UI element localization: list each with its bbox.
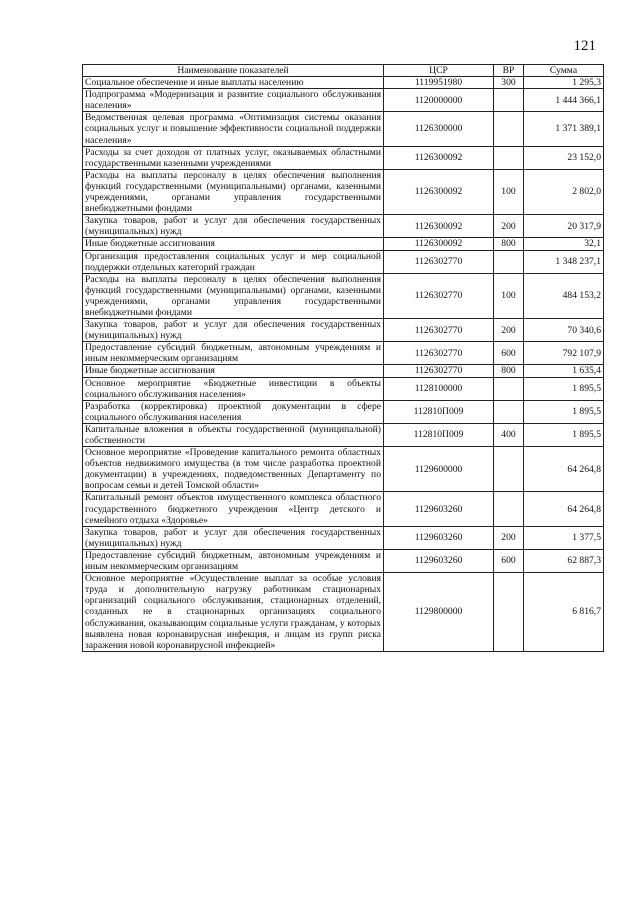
cell-csr: 1126300092 — [384, 215, 494, 238]
cell-csr: 1129603260 — [384, 549, 494, 572]
page-number: 121 — [573, 38, 596, 54]
cell-sum: 62 887,3 — [524, 549, 604, 572]
cell-vr — [494, 112, 524, 146]
cell-csr: 1129800000 — [384, 573, 494, 652]
table-row — [83, 250, 604, 273]
cell-csr: 1126302770 — [384, 273, 494, 318]
cell-vr — [494, 492, 524, 526]
cell-name: Иные бюджетные ассигнования — [83, 365, 384, 377]
cell-name: Закупка товаров, работ и услуг для обеспечения государственных (муниципальных) нужд — [83, 319, 384, 342]
cell-csr: 112810П009 — [384, 400, 494, 423]
cell-vr: 400 — [494, 423, 524, 446]
cell-sum: 1 295,3 — [524, 77, 604, 89]
cell-sum: 2 802,0 — [524, 169, 604, 214]
cell-vr: 800 — [494, 238, 524, 250]
table-row — [83, 89, 604, 112]
cell-vr: 100 — [494, 273, 524, 318]
cell-vr: 200 — [494, 319, 524, 342]
cell-name: Капитальный ремонт объектов имущественного комплекса областного государственного бюджетного учреждения «Центр детского и семейного отдыха «Здоровье» — [83, 492, 384, 526]
cell-csr: 1126300000 — [384, 112, 494, 146]
cell-sum: 1 348 237,1 — [524, 250, 604, 273]
table-row — [83, 273, 604, 318]
table-row — [83, 319, 604, 342]
cell-csr: 1128100000 — [384, 377, 494, 400]
cell-name: Социальное обеспечение и иные выплаты населению — [83, 77, 384, 89]
table-row — [83, 77, 604, 89]
cell-csr: 1126300092 — [384, 238, 494, 250]
table-row — [83, 146, 604, 169]
cell-sum: 32,1 — [524, 238, 604, 250]
table-row — [83, 365, 604, 377]
cell-csr: 1119951980 — [384, 77, 494, 89]
cell-name: Капитальные вложения в объекты государственной (муниципальной) собственности — [83, 423, 384, 446]
header-sum: Сумма — [524, 65, 604, 77]
cell-vr — [494, 250, 524, 273]
cell-sum: 1 377,5 — [524, 526, 604, 549]
cell-name: Организация предоставления социальных услуг и мер социальной поддержки отдельных категорий граждан — [83, 250, 384, 273]
cell-name: Подпрограмма «Модернизация и развитие социального обслуживания населения» — [83, 89, 384, 112]
cell-csr: 1129600000 — [384, 447, 494, 492]
header-csr: ЦСР — [384, 65, 494, 77]
cell-vr — [494, 146, 524, 169]
cell-vr: 200 — [494, 526, 524, 549]
cell-vr: 100 — [494, 169, 524, 214]
cell-name: Основное мероприятие «Проведение капитального ремонта областных объектов недвижимого имущества (в том числе разработка проектной документации) в учреждениях, подведомственных Департаменту по вопросам семьи и детей Томской области» — [83, 447, 384, 492]
table-row — [83, 377, 604, 400]
cell-sum: 70 340,6 — [524, 319, 604, 342]
cell-csr: 1126302770 — [384, 319, 494, 342]
cell-vr — [494, 573, 524, 652]
cell-csr: 1129603260 — [384, 526, 494, 549]
cell-sum: 1 895,5 — [524, 423, 604, 446]
cell-vr: 600 — [494, 342, 524, 365]
cell-vr — [494, 377, 524, 400]
budget-table — [82, 64, 604, 652]
table-row — [83, 215, 604, 238]
cell-sum: 484 153,2 — [524, 273, 604, 318]
cell-name: Предоставление субсидий бюджетным, автономным учреждениям и иным некоммерческим организациям — [83, 549, 384, 572]
table-row — [83, 238, 604, 250]
header-vr: ВР — [494, 65, 524, 77]
cell-sum: 23 152,0 — [524, 146, 604, 169]
cell-vr: 200 — [494, 215, 524, 238]
cell-csr: 1126302770 — [384, 365, 494, 377]
cell-name: Закупка товаров, работ и услуг для обеспечения государственных (муниципальных) нужд — [83, 526, 384, 549]
cell-sum: 1 371 389,1 — [524, 112, 604, 146]
cell-vr — [494, 447, 524, 492]
cell-sum: 20 317,9 — [524, 215, 604, 238]
table-row — [83, 526, 604, 549]
table-row — [83, 423, 604, 446]
cell-csr: 1126302770 — [384, 342, 494, 365]
cell-name: Закупка товаров, работ и услуг для обеспечения государственных (муниципальных) нужд — [83, 215, 384, 238]
cell-sum: 1 444 366,1 — [524, 89, 604, 112]
cell-sum: 6 816,7 — [524, 573, 604, 652]
cell-name: Основное мероприятие «Осуществление выплат за особые условия труда и дополнительную нагрузку работникам стационарных организаций социального обслуживания, стационарных отделений, созданных не в стационарных организациях социального обслуживания, оказывающим социальные услуги гражданам, у которых выявлена новая коронавирусная инфекция, и лицам из групп риска заражения новой коронавирусной инфекцией» — [83, 573, 384, 652]
cell-name: Предоставление субсидий бюджетным, автономным учреждениям и иным некоммерческим организациям — [83, 342, 384, 365]
cell-name: Расходы на выплаты персоналу в целях обеспечения выполнения функций государственными (муниципальными) органами, казенными учреждениями, органами управления государственными внебюджетными фондами — [83, 273, 384, 318]
table-row — [83, 400, 604, 423]
cell-csr: 1126300092 — [384, 146, 494, 169]
cell-vr — [494, 400, 524, 423]
cell-vr: 800 — [494, 365, 524, 377]
cell-sum: 1 635,4 — [524, 365, 604, 377]
table-row — [83, 492, 604, 526]
table-header-row — [83, 65, 604, 77]
table-row — [83, 447, 604, 492]
table-row — [83, 549, 604, 572]
cell-sum: 1 895,5 — [524, 400, 604, 423]
cell-sum: 64 264,8 — [524, 447, 604, 492]
cell-vr: 300 — [494, 77, 524, 89]
cell-sum: 792 107,9 — [524, 342, 604, 365]
cell-name: Основное мероприятие «Бюджетные инвестиции в объекты социального обслуживания населения» — [83, 377, 384, 400]
header-name: Наименование показателей — [83, 65, 384, 77]
cell-csr: 1129603260 — [384, 492, 494, 526]
table-row — [83, 342, 604, 365]
table-row — [83, 112, 604, 146]
cell-name: Разработка (корректировка) проектной документации в сфере социального обслуживания населения — [83, 400, 384, 423]
cell-sum: 1 895,5 — [524, 377, 604, 400]
cell-name: Расходы за счет доходов от платных услуг, оказываемых областными государственными казенными учреждениями — [83, 146, 384, 169]
table-row — [83, 169, 604, 214]
cell-csr: 1126300092 — [384, 169, 494, 214]
cell-vr: 600 — [494, 549, 524, 572]
cell-vr — [494, 89, 524, 112]
cell-name: Ведомственная целевая программа «Оптимизация системы оказания социальных услуг и повышение эффективности социальной поддержки населения» — [83, 112, 384, 146]
cell-csr: 1126302770 — [384, 250, 494, 273]
cell-name: Расходы на выплаты персоналу в целях обеспечения выполнения функций государственными (муниципальными) органами, казенными учреждениями, органами управления государственными внебюджетными фондами — [83, 169, 384, 214]
cell-csr: 1120000000 — [384, 89, 494, 112]
cell-sum: 64 264,8 — [524, 492, 604, 526]
cell-name: Иные бюджетные ассигнования — [83, 238, 384, 250]
table-row — [83, 573, 604, 652]
cell-csr: 112810П009 — [384, 423, 494, 446]
